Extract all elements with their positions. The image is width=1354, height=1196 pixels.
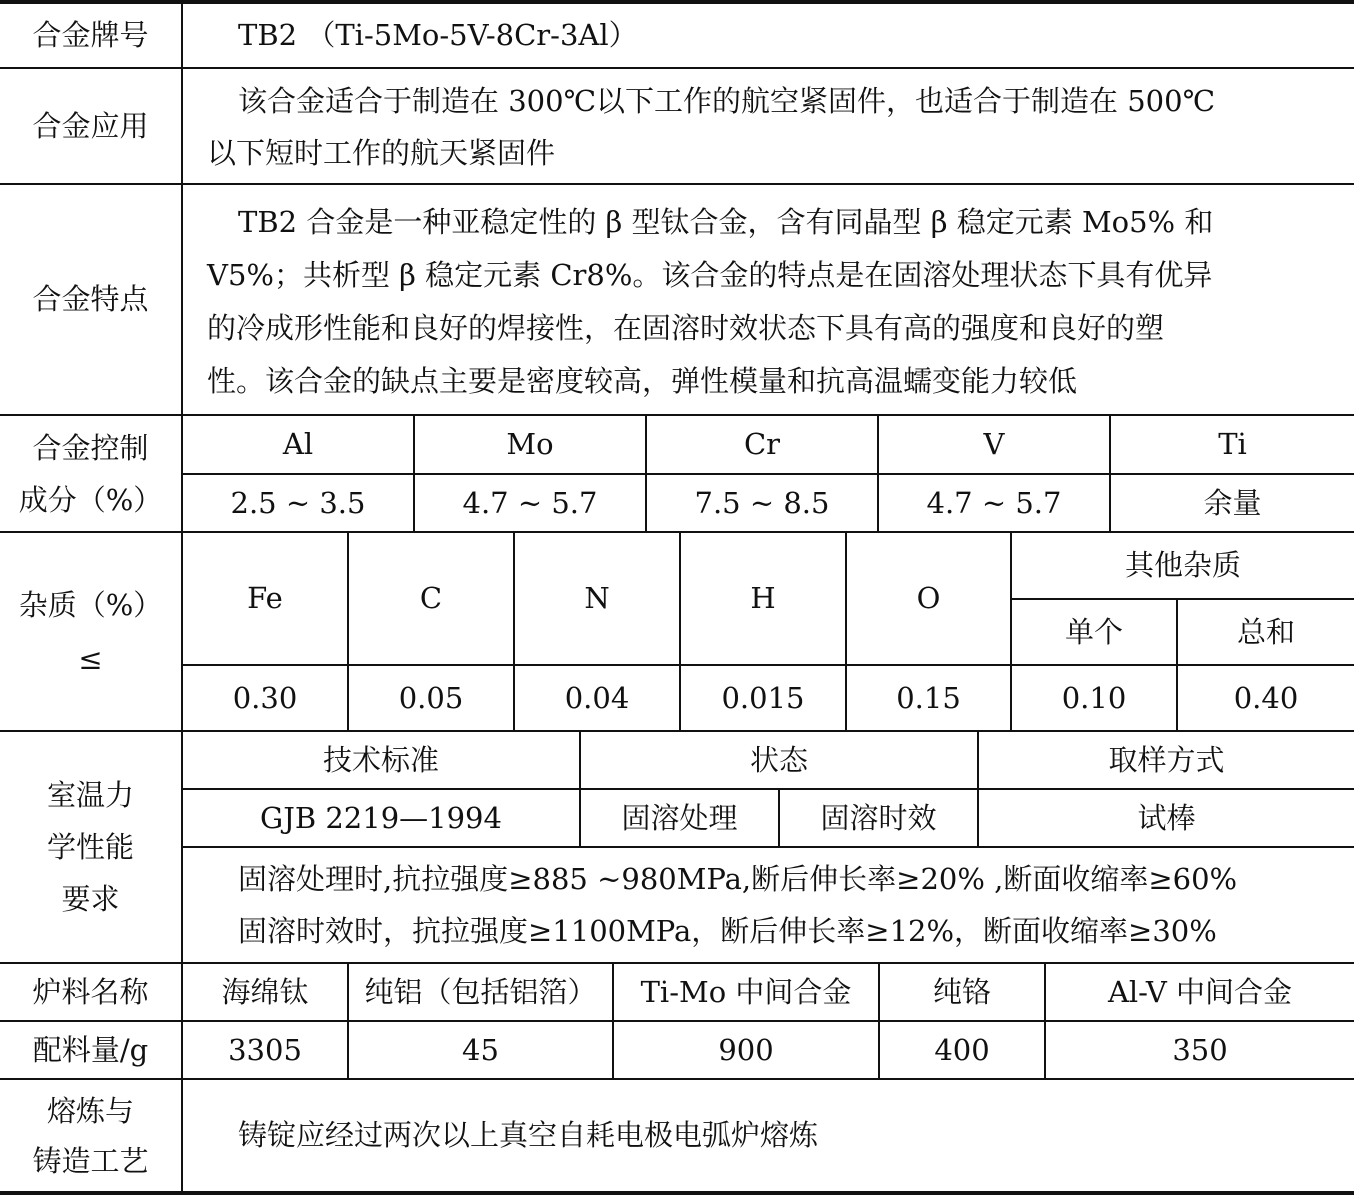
impurity-value-c: 0.05 — [398, 680, 464, 715]
impurity-value-o: 0.15 — [896, 680, 961, 715]
composition-value-v: 4.7 ~ 5.7 — [926, 485, 1062, 520]
impurity-element-n: N — [584, 581, 610, 616]
state-solution-treated: 固溶处理 — [621, 800, 738, 835]
alloy-application-label: 合金应用 — [32, 108, 149, 143]
charge-amount-pure-aluminum: 45 — [462, 1032, 499, 1067]
charge-amount-al-v: 350 — [1172, 1032, 1228, 1067]
charge-material-al-v: Al-V 中间合金 — [1107, 974, 1293, 1009]
charge-amount-ti-mo: 900 — [718, 1032, 774, 1067]
impurity-element-h: H — [750, 581, 776, 616]
impurity-value-n: 0.04 — [564, 680, 630, 715]
impurities-label — [0, 533, 181, 730]
other-impurities-single-label: 单个 — [1064, 614, 1123, 649]
impurity-element-c: C — [419, 581, 443, 616]
alloy-features-line2: V5%；共析型 β 稳定元素 Cr8%。该合金的特点是在固溶处理状态下具有优异 — [207, 258, 1213, 292]
smelting-label — [0, 1080, 181, 1191]
requirement-solution-aged: 固溶时效时，抗拉强度≥1100MPa，断后伸长率≥12%，断面收缩率≥30% — [238, 914, 1217, 948]
impurity-value-fe: 0.30 — [232, 680, 298, 715]
charge-material-ti-mo: Ti-Mo 中间合金 — [640, 974, 852, 1009]
state-solution-aged: 固溶时效 — [820, 800, 937, 835]
charge-name-label: 炉料名称 — [32, 974, 149, 1009]
impurity-value-h: 0.015 — [721, 680, 805, 715]
mechanical-label-line1: 室温力 — [46, 778, 134, 812]
smelting-value: 铸锭应经过两次以上真空自耗电极电弧炉熔炼 — [238, 1118, 819, 1153]
sampling-header: 取样方式 — [1108, 742, 1225, 777]
alloy-features-line3: 的冷成形性能和良好的焊接性，在固溶时效状态下具有高的强度和良好的塑 — [207, 311, 1165, 345]
alloy-grade-value: TB2 （Ti-5Mo-5V-8Cr-3Al） — [238, 18, 638, 53]
composition-value-ti: 余量 — [1203, 485, 1262, 520]
charge-amount-label: 配料量/g — [32, 1032, 149, 1067]
standard-value: GJB 2219—1994 — [260, 800, 502, 835]
row-line — [182, 846, 1354, 848]
charge-material-sponge-titanium: 海绵钛 — [221, 974, 309, 1009]
charge-amount-sponge-titanium: 3305 — [228, 1032, 302, 1067]
alloy-application-line2: 以下短时工作的航天紧固件 — [207, 136, 556, 170]
alloy-grade-label: 合金牌号 — [32, 18, 149, 53]
composition-label-line1: 合金控制 — [32, 430, 149, 465]
requirement-solution-treated: 固溶处理时,抗拉强度≥885 ~980MPa,断后伸长率≥20% ,断面收缩率≥60% — [238, 862, 1238, 896]
other-impurities-single-value: 0.10 — [1061, 680, 1127, 715]
bottom-border — [0, 1191, 1354, 1195]
other-impurities-total-label: 总和 — [1236, 614, 1295, 649]
mechanical-label — [0, 732, 181, 962]
alloy-application-line1: 该合金适合于制造在 300℃以下工作的航空紧固件，也适合于制造在 500℃ — [238, 84, 1216, 118]
charge-material-pure-aluminum: 纯铝（包括铝箔） — [364, 974, 597, 1009]
state-header: 状态 — [749, 742, 808, 777]
alloy-features-line4: 性。该合金的缺点主要是密度较高，弹性模量和抗高温蠕变能力较低 — [207, 364, 1078, 398]
charge-material-pure-chromium: 纯铬 — [932, 974, 991, 1009]
smelting-label-line2: 铸造工艺 — [32, 1143, 149, 1178]
standard-header: 技术标准 — [322, 742, 439, 777]
row-line — [0, 183, 1354, 185]
composition-label-line2: 成分（%） — [18, 482, 163, 517]
composition-value-mo: 4.7 ~ 5.7 — [462, 485, 598, 520]
composition-element-mo: Mo — [506, 427, 554, 462]
other-impurities-header: 其他杂质 — [1124, 548, 1241, 583]
composition-value-cr: 7.5 ~ 8.5 — [694, 485, 830, 520]
charge-amount-pure-chromium: 400 — [934, 1032, 990, 1067]
alloy-features-line1: TB2 合金是一种亚稳定性的 β 型钛合金，含有同晶型 β 稳定元素 Mo5% 和 — [238, 205, 1214, 239]
other-impurities-total-value: 0.40 — [1233, 680, 1299, 715]
composition-element-cr: Cr — [743, 427, 781, 462]
alloy-features-label: 合金特点 — [32, 282, 149, 317]
impurity-element-fe: Fe — [247, 581, 283, 616]
sampling-value: 试棒 — [1137, 800, 1196, 835]
composition-value-al: 2.5 ~ 3.5 — [230, 485, 366, 520]
mechanical-label-line2: 学性能 — [46, 830, 134, 864]
mechanical-label-line3: 要求 — [61, 882, 120, 916]
composition-element-v: V — [983, 427, 1005, 462]
impurity-element-o: O — [916, 581, 941, 616]
composition-element-ti: Ti — [1218, 427, 1247, 462]
composition-element-al: Al — [282, 427, 314, 462]
impurities-label-line2: ≤ — [78, 641, 103, 676]
impurities-label-line1: 杂质（%） — [18, 587, 163, 622]
row-line — [0, 67, 1354, 69]
composition-label — [0, 416, 181, 531]
smelting-label-line1: 熔炼与 — [46, 1093, 134, 1128]
